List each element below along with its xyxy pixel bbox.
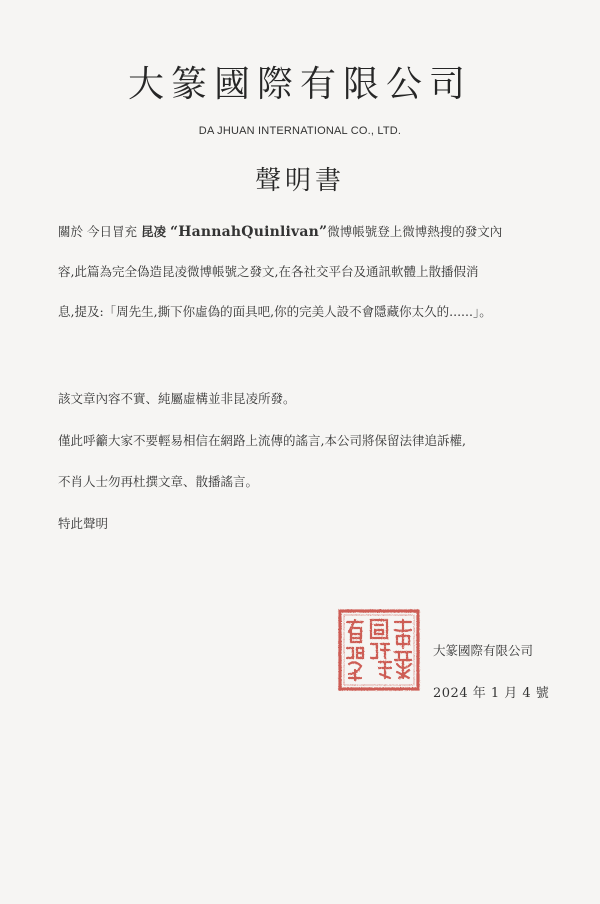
- signature-company-name: 大篆國際有限公司: [433, 643, 534, 658]
- company-name-zh: 大篆國際有限公司: [127, 64, 472, 105]
- paragraph-1-line-1-end: 微博帳號登上微博熱搜的發文內: [327, 224, 503, 239]
- celebrity-name: 昆凌: [140, 224, 166, 239]
- quoted-account-name: “HannahQuinlivan”: [169, 224, 328, 240]
- paragraph-1-line-3: 息,提及:「周先生,撕下你虛偽的面具吧,你的完美人設不會隱藏你太久的......」。: [58, 304, 492, 319]
- closing-statement: 特此聲明: [58, 516, 109, 531]
- paragraph-1-line-2: 容,此篇為完全偽造昆凌微博帳號之發文,在各社交平台及通訊軟體上散播假消: [58, 264, 479, 279]
- paragraph-2: 該文章內容不實、純屬虛構並非昆凌所發。: [58, 391, 296, 406]
- paragraph-1-line-1: [58, 222, 558, 240]
- company-name-en: DA JHUAN INTERNATIONAL CO., LTD.: [198, 125, 402, 137]
- document-title: 聲明書: [254, 166, 345, 196]
- company-seal-stamp: [337, 608, 421, 692]
- paragraph-1-intro: 關於 今日冒充: [58, 224, 141, 239]
- paragraph-3-line-1: 僅此呼籲大家不要輕易相信在網路上流傳的謠言,本公司將保留法律追訴權,: [58, 433, 466, 448]
- paragraph-3-line-2: 不肖人士勿再杜撰文章、散播謠言。: [58, 474, 259, 489]
- signature-date: 2024 年 1 月 4 號: [433, 686, 550, 701]
